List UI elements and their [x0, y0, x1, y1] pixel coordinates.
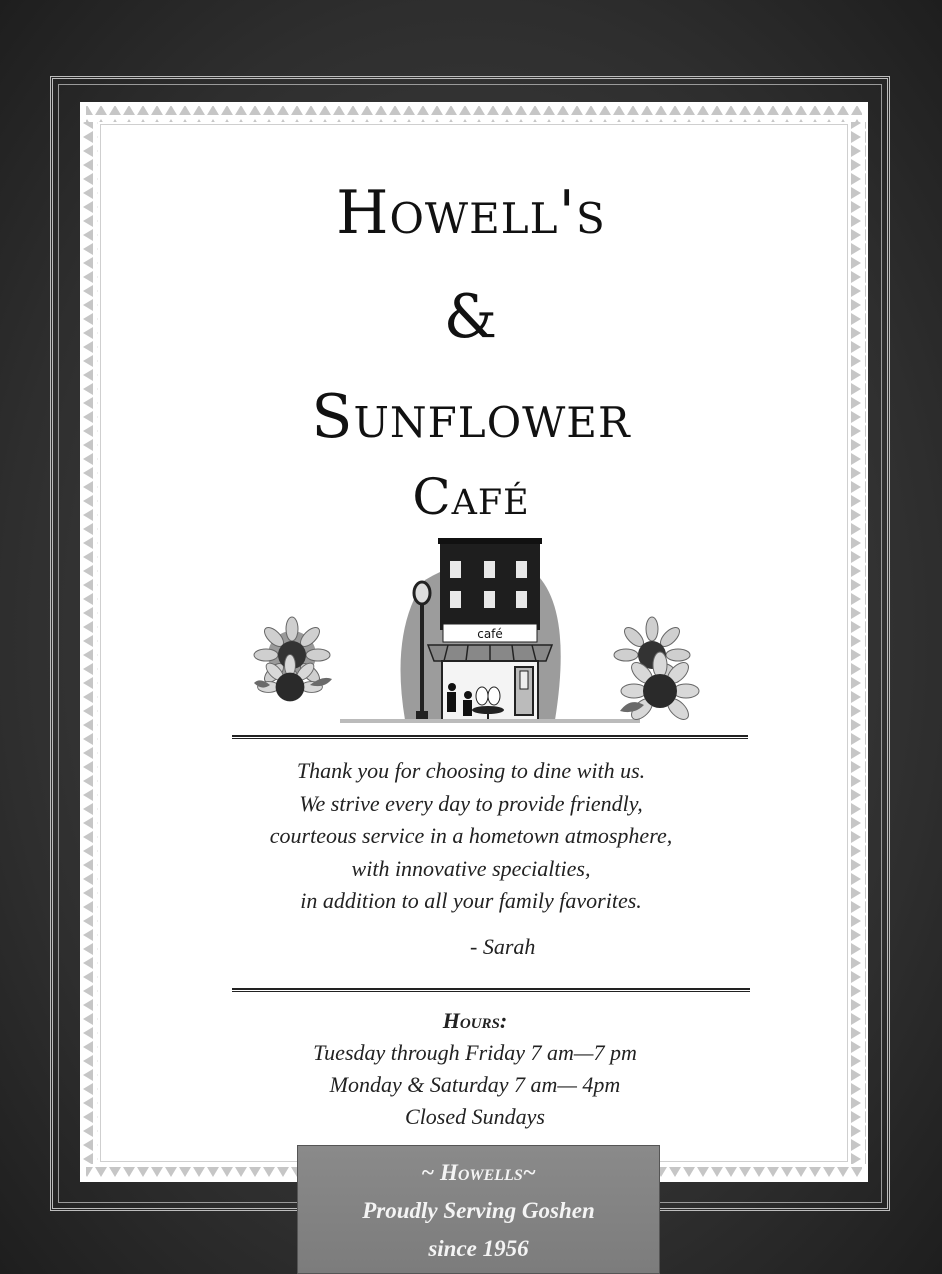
message-signature: - Sarah	[470, 934, 536, 959]
message-line: courteous service in a hometown atmosphere,	[269, 823, 673, 848]
message-line: with innovative specialties,	[351, 855, 591, 881]
welcome-message	[0, 755, 942, 918]
hours-heading: Hours:	[442, 1008, 508, 1033]
banner-name: ~ Howells~	[421, 1160, 536, 1185]
hours-line: Closed Sundays	[405, 1104, 545, 1129]
divider-top	[232, 735, 748, 739]
sunflower-right-icon	[614, 617, 699, 723]
sunflower-left-icon	[254, 617, 332, 701]
divider-bottom	[232, 988, 750, 992]
title-ampersand: &	[443, 282, 499, 352]
awning-sign-text: café	[477, 627, 503, 641]
footer-banner	[297, 1145, 660, 1274]
message-line: Thank you for choosing to dine with us.	[296, 758, 646, 783]
message-line: in addition to all your family favorites.	[300, 888, 642, 913]
message-line: We strive every day to provide friendly,	[299, 790, 643, 816]
building-icon	[428, 538, 552, 721]
cafe-illustration	[240, 535, 710, 725]
title-sunflower: Sunflower	[311, 382, 631, 452]
hours-line: Tuesday through Friday 7 am—7 pm	[313, 1040, 637, 1065]
title-howells: Howell's	[336, 178, 606, 248]
hours-line: Monday & Saturday 7 am— 4pm	[329, 1072, 621, 1097]
title-cafe: Café	[412, 468, 530, 526]
banner-since: since 1956	[428, 1236, 529, 1261]
banner-tagline: Proudly Serving Goshen	[362, 1198, 595, 1223]
